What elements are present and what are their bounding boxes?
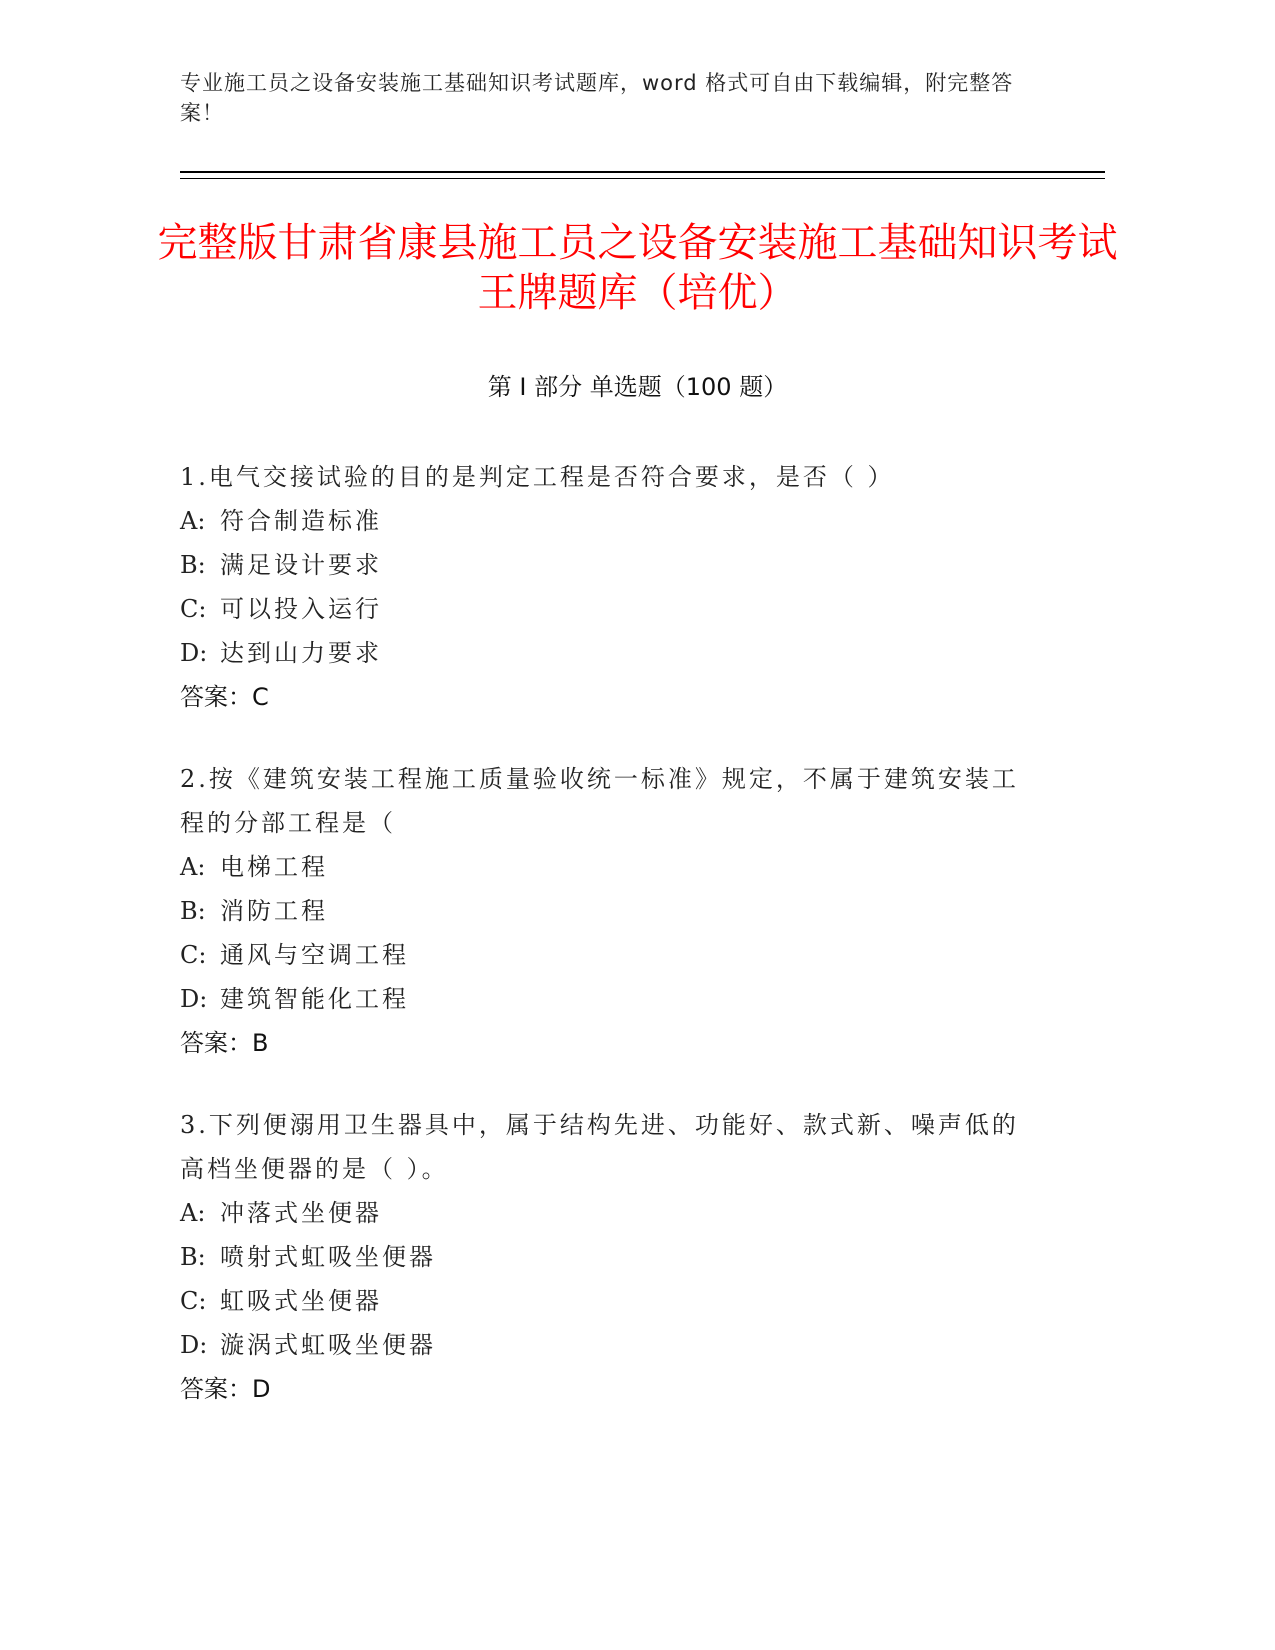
- option-letter: A:: [180, 853, 206, 881]
- header-note: 专业施工员之设备安装施工基础知识考试题库，word 格式可自由下载编辑，附完整答案！: [180, 71, 1014, 125]
- option-text: 漩涡式虹吸坐便器: [220, 1331, 436, 1359]
- question-stem: 3.下列便溺用卫生器具中，属于结构先进、功能好、款式新、噪声低的高档坐便器的是（ ）。: [180, 1111, 1019, 1183]
- answer-line: 答案：D: [180, 1375, 271, 1403]
- option-text: 消防工程: [220, 897, 328, 925]
- option-b: [180, 889, 1020, 933]
- option-letter: B:: [180, 1243, 206, 1271]
- option-letter: B:: [180, 897, 206, 925]
- option-text: 满足设计要求: [220, 551, 382, 579]
- option-letter: D:: [180, 985, 208, 1013]
- option-letter: D:: [180, 639, 208, 667]
- option-letter: B:: [180, 551, 206, 579]
- option-a: [180, 499, 1020, 543]
- option-c: [180, 933, 1020, 977]
- option-a: [180, 845, 1020, 889]
- section-title: 第 I 部分 单选题（100 题）: [487, 373, 788, 401]
- option-text: 电梯工程: [220, 853, 328, 881]
- option-d: [180, 1323, 1020, 1367]
- document-title: 完整版甘肃省康县施工员之设备安装施工基础知识考试王牌题库（培优）: [157, 220, 1118, 316]
- option-text: 冲落式坐便器: [220, 1199, 382, 1227]
- answer-line: 答案：C: [180, 683, 269, 711]
- option-b: [180, 543, 1020, 587]
- question-1: [180, 455, 1020, 719]
- header-divider-thin: [180, 178, 1105, 179]
- option-text: 通风与空调工程: [220, 941, 409, 969]
- option-letter: C:: [180, 941, 207, 969]
- option-a: [180, 1191, 1020, 1235]
- question-stem: 2.按《建筑安装工程施工质量验收统一标准》规定，不属于建筑安装工程的分部工程是（: [180, 765, 1019, 837]
- question-stem: 1.电气交接试验的目的是判定工程是否符合要求，是否（ ）: [180, 463, 895, 491]
- option-text: 达到山力要求: [220, 639, 382, 667]
- option-d: [180, 631, 1020, 675]
- option-text: 符合制造标准: [220, 507, 382, 535]
- option-d: [180, 977, 1020, 1021]
- header-divider-thick: [180, 171, 1105, 173]
- question-2: [180, 757, 1020, 1065]
- option-text: 喷射式虹吸坐便器: [220, 1243, 436, 1271]
- option-letter: C:: [180, 1287, 207, 1315]
- option-letter: A:: [180, 507, 206, 535]
- option-text: 可以投入运行: [220, 595, 382, 623]
- option-c: [180, 587, 1020, 631]
- answer-line: 答案：B: [180, 1029, 269, 1057]
- question-list: [180, 455, 1020, 1449]
- option-c: [180, 1279, 1020, 1323]
- option-letter: C:: [180, 595, 207, 623]
- option-letter: D:: [180, 1331, 208, 1359]
- option-letter: A:: [180, 1199, 206, 1227]
- option-text: 虹吸式坐便器: [220, 1287, 382, 1315]
- option-text: 建筑智能化工程: [220, 985, 409, 1013]
- option-b: [180, 1235, 1020, 1279]
- question-3: [180, 1103, 1020, 1411]
